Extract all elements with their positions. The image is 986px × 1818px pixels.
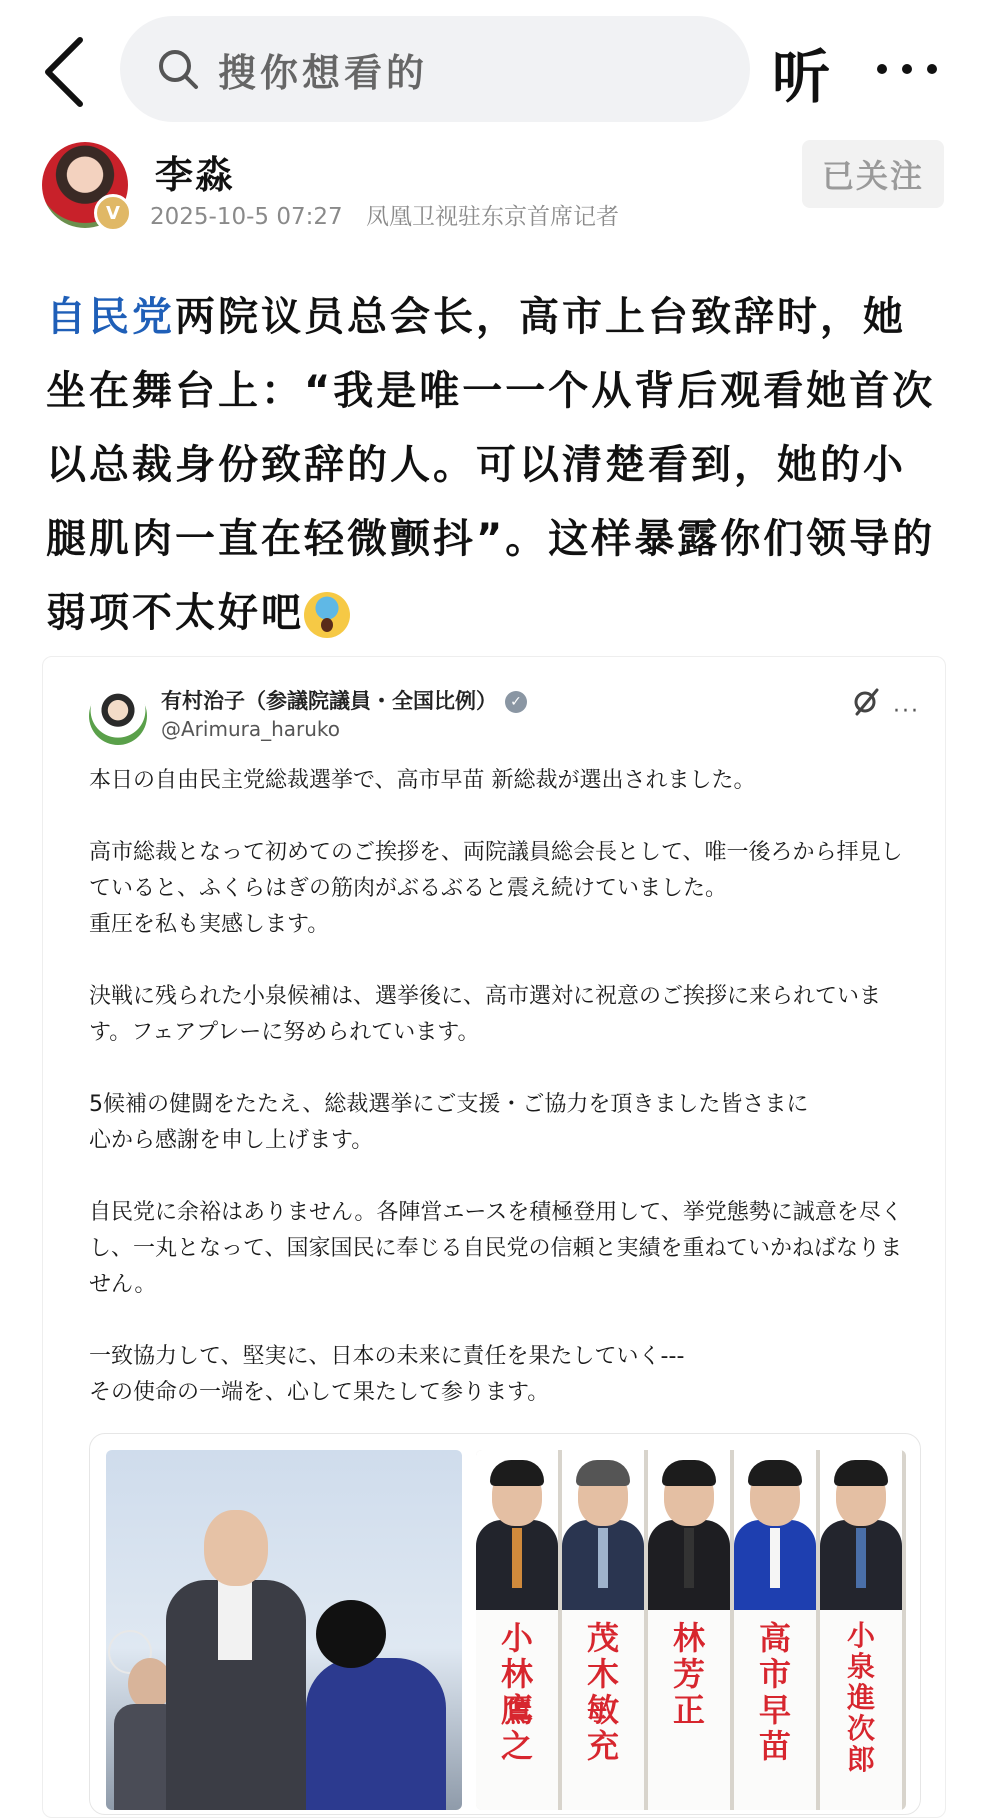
more-options-icon[interactable] <box>872 44 942 94</box>
post-content <box>46 280 946 650</box>
post-text: 两院议员总会长，高市上台致辞时，她坐在舞台上：“我是唯一一个从背后观看她首次以总裁身份致辞的人。可以清楚看到，她的小腿肌肉一直在轻微颤抖”。这样暴露你们领导的弱项不太好吧 <box>46 294 936 636</box>
man-in-suit <box>166 1510 306 1810</box>
grok-icon[interactable] <box>851 687 881 717</box>
verified-badge-icon: V <box>94 194 132 232</box>
candidate-poster <box>648 1450 730 1810</box>
tweet-more-button[interactable]: ··· <box>893 699 920 724</box>
post-timestamp: 2025-10-5 07:27 <box>150 204 343 230</box>
candidate-name: 林 芳正 <box>672 1619 705 1729</box>
search-bar[interactable] <box>120 16 750 122</box>
tweet-body <box>89 763 909 1447</box>
tweet-paragraph: 高市総裁となって初めてのご挨拶を、両院議員総会長として、唯一後ろから拝見していると、ふくらはぎの筋肉がぶるぶると震え続けていました。 重圧を私も実感します。 <box>89 840 903 937</box>
candidate-name: 小泉進次郎 <box>846 1619 875 1776</box>
candidate-name: 茂木敏充 <box>586 1619 619 1765</box>
search-icon <box>156 47 200 91</box>
woman-bowing <box>296 1600 446 1810</box>
follow-button[interactable]: 已关注 <box>802 140 944 208</box>
tweet-paragraph: 自民党に余裕はありません。各陣営エースを積極登用して、挙党態勢に誠意を尽くし、一丸となって、国家国民に奉じる自民党の信頼と実績を重ねていかねばなりません。 <box>89 1200 903 1297</box>
tweet-paragraph: 5候補の健闘をたたえ、総裁選挙にご支援・ご協力を頂きました皆さまに 心から感謝を申し上げます。 <box>89 1092 809 1153</box>
topic-link[interactable]: 自民党 <box>46 294 175 340</box>
author-meta <box>150 198 619 231</box>
tweet-paragraph: 一致協力して、堅実に、日本の未来に責任を果たしていく--- その使命の一端を、心して果たして参ります。 <box>89 1344 685 1405</box>
author-description: 凤凰卫视驻东京首席记者 <box>365 204 619 230</box>
candidate-name: 高市早苗 <box>758 1619 791 1765</box>
author-name[interactable]: 李淼 <box>155 153 236 197</box>
listen-button[interactable]: 听 <box>772 43 831 111</box>
tweet-author-handle: @Arimura_haruko <box>161 717 341 741</box>
candidate-poster <box>820 1450 902 1810</box>
candidate-poster <box>476 1450 558 1810</box>
tweet-media[interactable] <box>89 1433 921 1815</box>
tweet-author-avatar[interactable] <box>89 687 147 745</box>
candidate-name: 小林鷹之 <box>500 1619 533 1765</box>
screaming-face-emoji-icon <box>304 592 350 638</box>
candidate-posters-photo[interactable] <box>476 1450 906 1810</box>
tweet-author-name: 有村治子（参議院議員・全国比例） <box>161 689 497 713</box>
candidate-poster <box>562 1450 644 1810</box>
verified-check-icon: ✓ <box>505 691 527 713</box>
search-placeholder: 搜你想看的 <box>218 50 429 95</box>
tweet-author-name-row[interactable] <box>161 685 527 715</box>
embedded-tweet-card[interactable] <box>42 656 946 1818</box>
tweet-paragraph: 本日の自由民主党総裁選挙で、高市早苗 新総裁が選出されました。 <box>89 768 756 793</box>
top-bar <box>0 0 986 140</box>
candidate-poster <box>734 1450 816 1810</box>
handshake-photo[interactable] <box>106 1450 462 1810</box>
tweet-paragraph: 決戦に残られた小泉候補は、選挙後に、高市選対に祝意のご挨拶に来られています。フェアプレーに努められています。 <box>89 984 882 1045</box>
back-arrow-icon[interactable] <box>36 30 100 114</box>
